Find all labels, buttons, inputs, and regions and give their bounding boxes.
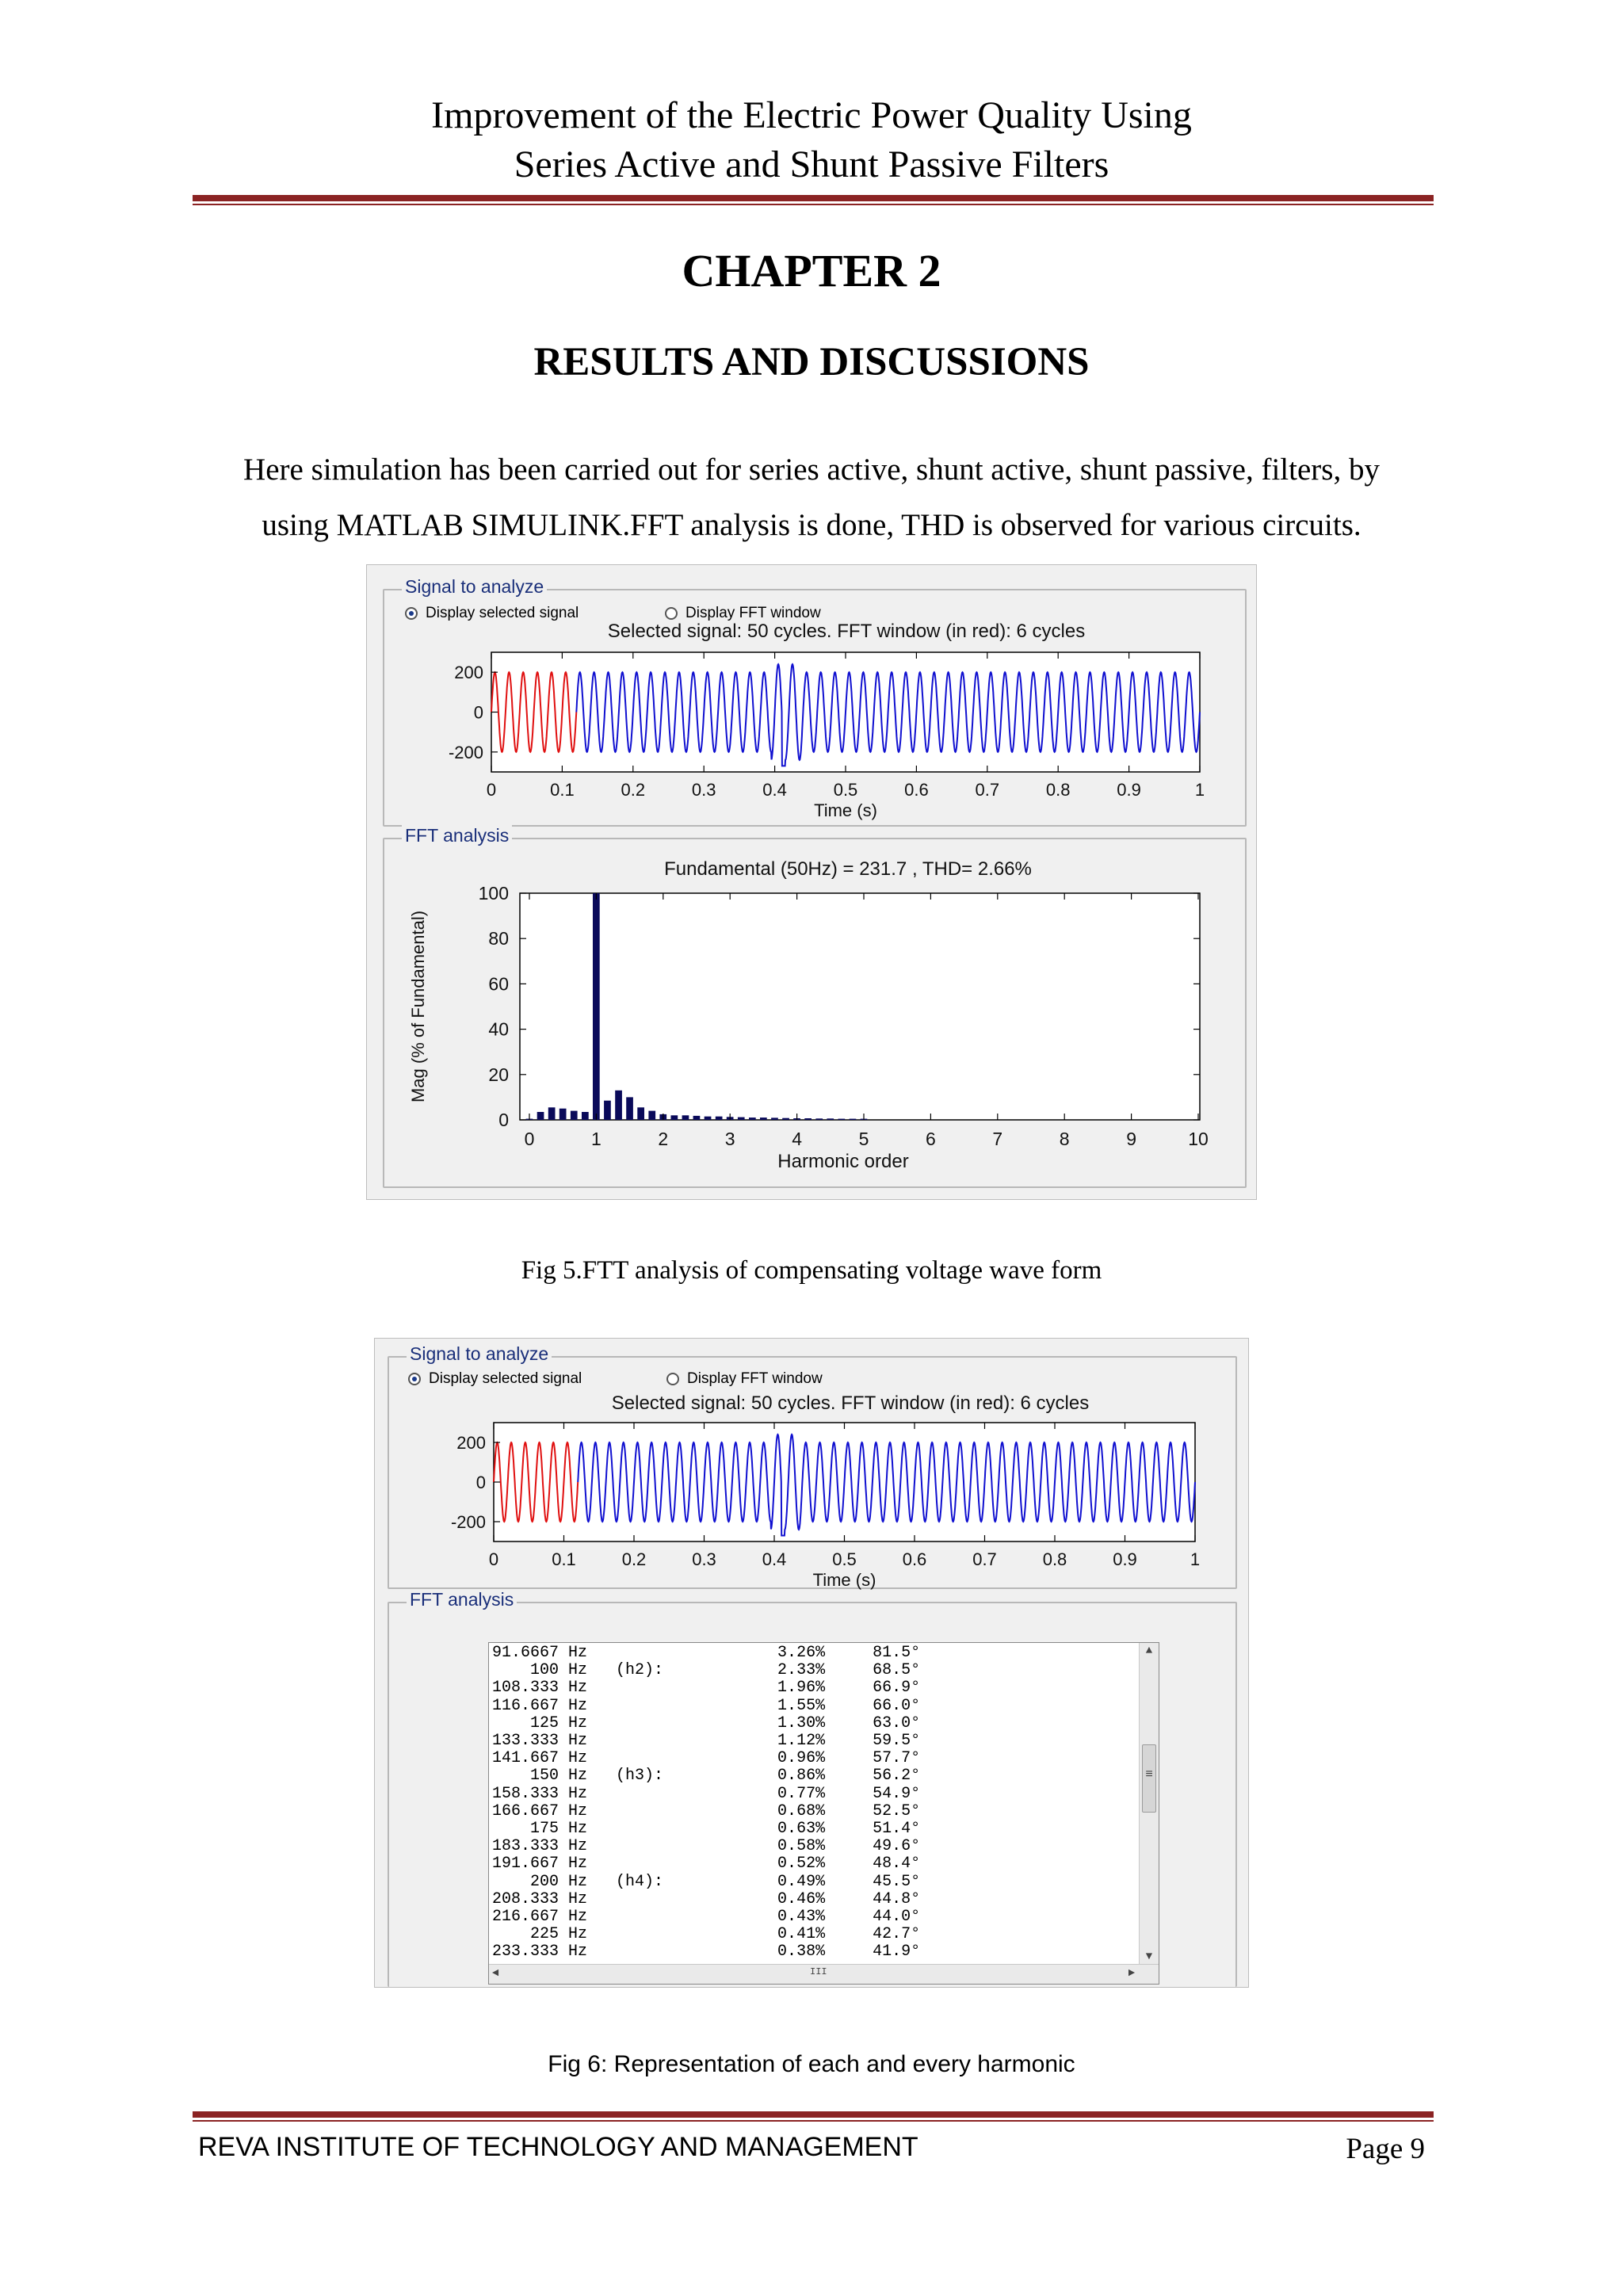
y-tick-label: 60 <box>488 973 509 995</box>
scroll-thumb-grip-icon: ≡ <box>1145 1767 1153 1782</box>
x-tick-label: 3 <box>724 1129 735 1149</box>
y-tick-label: 40 <box>488 1018 509 1040</box>
radio-label: Display selected signal <box>429 1370 582 1387</box>
x-tick-label: 0.3 <box>691 780 716 800</box>
scroll-left-icon[interactable]: ◄ <box>492 1967 499 1980</box>
harmonic-bar <box>615 1091 622 1120</box>
x-tick-label: 5 <box>858 1129 869 1149</box>
x-tick-label: 1 <box>1194 780 1205 800</box>
listbox-row[interactable]: 208.333 Hz 0.46% 44.8° <box>492 1889 921 1908</box>
radio-label: Display FFT window <box>687 1370 823 1387</box>
x-tick-label: 0.5 <box>833 780 858 800</box>
y-tick-label: 200 <box>456 1433 486 1453</box>
chapter-title: CHAPTER 2 <box>682 245 941 296</box>
harmonic-bar <box>671 1115 678 1120</box>
signal-plot-title: Selected signal: 50 cycles. FFT window (in red): 6 cycles <box>611 1392 1090 1414</box>
harmonic-bar <box>559 1109 567 1120</box>
section-title: RESULTS AND DISCUSSIONS <box>533 340 1090 384</box>
vertical-scrollbar[interactable] <box>1139 1643 1159 1965</box>
harmonic-bar-chart <box>367 565 1254 1199</box>
listbox-row[interactable]: 158.333 Hz 0.77% 54.9° <box>492 1784 921 1803</box>
listbox-row[interactable]: 183.333 Hz 0.58% 49.6° <box>492 1837 921 1856</box>
x-tick-label: 7 <box>992 1129 1003 1149</box>
x-tick-label: 0.4 <box>762 780 787 800</box>
x-tick-label: 0.6 <box>904 780 929 800</box>
y-tick-label: 100 <box>478 883 509 904</box>
x-tick-label: 4 <box>792 1129 802 1149</box>
x-tick-label: 0.3 <box>692 1549 716 1569</box>
listbox-row[interactable]: 175 Hz 0.63% 51.4° <box>492 1820 921 1838</box>
x-tick-label: 0.2 <box>621 1549 647 1569</box>
footer-institute: REVA INSTITUTE OF TECHNOLOGY AND MANAGEMENT <box>198 2132 918 2162</box>
harmonic-bar <box>637 1107 644 1120</box>
listbox-row[interactable]: 108.333 Hz 1.96% 66.9° <box>492 1679 921 1698</box>
y-axis-label: Mag (% of Fundamental) <box>408 910 428 1103</box>
footer-rule <box>193 2111 1434 2122</box>
y-tick-label: 200 <box>454 663 483 683</box>
radio-label: Display FFT window <box>685 605 821 621</box>
harmonic-bar <box>693 1116 701 1120</box>
signal-plot <box>375 1339 1247 1592</box>
x-tick-label: 0 <box>524 1129 535 1149</box>
x-tick-label: 0.4 <box>762 1549 787 1569</box>
harmonic-bar <box>760 1117 767 1120</box>
scroll-up-icon[interactable]: ▲ <box>1145 1645 1153 1657</box>
harmonic-bar <box>626 1097 633 1120</box>
y-tick-label: 20 <box>488 1064 509 1085</box>
x-tick-label: 0 <box>488 1549 499 1569</box>
x-tick-label: 0.8 <box>1045 780 1071 800</box>
header-line-1: Improvement of the Electric Power Quality Using <box>431 94 1192 136</box>
fft-group-label: FFT analysis <box>402 825 512 846</box>
harmonic-bar <box>604 1101 611 1120</box>
x-tick-label: 0.7 <box>975 780 1000 800</box>
harmonic-bar <box>582 1112 589 1120</box>
harmonic-bar <box>593 893 600 1120</box>
figure-6-caption: Fig 6: Representation of each and every harmonic <box>548 2051 1075 2077</box>
signal-group-label: Signal to analyze <box>402 576 547 598</box>
harmonic-bar <box>648 1111 655 1120</box>
scroll-thumb[interactable] <box>1142 1744 1156 1813</box>
harmonic-bar <box>571 1111 578 1120</box>
figure-5-window <box>366 564 1257 1200</box>
harmonic-bar <box>682 1115 689 1120</box>
y-tick-label: 0 <box>473 702 483 723</box>
listbox-row[interactable]: 116.667 Hz 1.55% 66.0° <box>492 1696 921 1715</box>
fft-group-label: FFT analysis <box>407 1589 517 1610</box>
harmonic-bar <box>749 1117 756 1120</box>
intro-line-1: Here simulation has been carried out for series active, shunt active, shunt passive, filters, by <box>243 453 1380 487</box>
x-tick-label: 2 <box>658 1129 669 1149</box>
x-tick-label: 0.7 <box>972 1549 997 1569</box>
listbox-row[interactable]: 150 Hz (h3): 0.86% 56.2° <box>492 1767 921 1786</box>
harmonic-bar <box>804 1118 812 1120</box>
x-tick-label: 0 <box>486 780 497 800</box>
y-tick-label: 0 <box>475 1473 486 1492</box>
radio-label: Display selected signal <box>426 605 579 621</box>
scroll-down-icon[interactable]: ▼ <box>1145 1950 1153 1963</box>
scroll-h-grip-icon: III <box>810 1966 827 1977</box>
harmonic-listbox[interactable] <box>488 1642 1159 1985</box>
x-tick-label: 0.2 <box>621 780 646 800</box>
signal-x-axis-label: Time (s) <box>814 800 877 820</box>
x-tick-label: 0.5 <box>832 1549 857 1569</box>
fft-plot-title: Fundamental (50Hz) = 231.7 , THD= 2.66% <box>664 858 1032 880</box>
x-tick-label: 0.8 <box>1042 1549 1067 1569</box>
signal-group-label: Signal to analyze <box>407 1343 552 1365</box>
y-tick-label: -200 <box>448 742 483 762</box>
listbox-row[interactable]: 100 Hz (h2): 2.33% 68.5° <box>492 1661 921 1680</box>
listbox-row[interactable]: 216.667 Hz 0.43% 44.0° <box>492 1908 921 1926</box>
x-tick-label: 6 <box>926 1129 936 1149</box>
signal-x-axis-label: Time (s) <box>812 1570 876 1590</box>
x-tick-label: 10 <box>1188 1129 1209 1149</box>
x-tick-label: 8 <box>1059 1129 1070 1149</box>
listbox-row[interactable]: 191.667 Hz 0.52% 48.4° <box>492 1855 921 1874</box>
y-tick-label: 80 <box>488 928 509 949</box>
listbox-row[interactable]: 133.333 Hz 1.12% 59.5° <box>492 1732 921 1750</box>
intro-line-2: using MATLAB SIMULINK.FFT analysis is done, THD is observed for various circuits. <box>262 508 1361 542</box>
x-axis-label: Harmonic order <box>777 1151 909 1172</box>
x-tick-label: 0.9 <box>1117 780 1141 800</box>
listbox-row[interactable]: 91.6667 Hz 3.26% 81.5° <box>492 1644 921 1662</box>
y-tick-label: -200 <box>450 1512 486 1532</box>
harmonic-bar <box>815 1118 823 1120</box>
figure-6-window <box>374 1338 1249 1988</box>
x-tick-label: 1 <box>1190 1549 1201 1569</box>
harmonic-bar <box>771 1117 778 1120</box>
footer-page-number: Page 9 <box>1346 2133 1425 2165</box>
listbox-row[interactable]: 125 Hz 1.30% 63.0° <box>492 1713 921 1733</box>
x-tick-label: 0.1 <box>552 1549 576 1569</box>
header-line-2: Series Active and Shunt Passive Filters <box>514 143 1109 185</box>
harmonic-bar <box>850 1119 857 1120</box>
harmonic-bar <box>782 1118 789 1120</box>
listbox-row[interactable]: 225 Hz 0.41% 42.7° <box>492 1925 921 1944</box>
harmonic-bar <box>738 1117 745 1120</box>
x-tick-label: 9 <box>1126 1129 1136 1149</box>
listbox-row[interactable]: 233.333 Hz 0.38% 41.9° <box>492 1943 921 1962</box>
harmonic-bar <box>838 1119 846 1120</box>
header-rule <box>193 195 1434 205</box>
listbox-row[interactable]: 166.667 Hz 0.68% 52.5° <box>492 1801 921 1820</box>
harmonic-bar <box>827 1118 834 1120</box>
x-tick-label: 0.1 <box>550 780 575 800</box>
x-tick-label: 0.6 <box>902 1549 927 1569</box>
harmonic-bar <box>705 1117 712 1120</box>
y-tick-label: 0 <box>498 1110 509 1130</box>
figure-5-caption: Fig 5.FTT analysis of compensating voltage wave form <box>521 1256 1102 1285</box>
listbox-row[interactable]: 141.667 Hz 0.96% 57.7° <box>492 1749 921 1768</box>
listbox-row[interactable]: 200 Hz (h4): 0.49% 45.5° <box>492 1872 921 1891</box>
x-tick-label: 0.9 <box>1113 1549 1137 1569</box>
x-tick-label: 1 <box>591 1129 601 1149</box>
scroll-right-icon[interactable]: ► <box>1128 1967 1135 1980</box>
fft-axes <box>520 893 1200 1120</box>
harmonic-bar <box>537 1112 544 1120</box>
signal-plot-title: Selected signal: 50 cycles. FFT window (in red): 6 cycles <box>607 621 1086 642</box>
harmonic-bar <box>548 1107 556 1120</box>
horizontal-scrollbar[interactable] <box>489 1964 1159 1984</box>
harmonic-bar <box>716 1117 723 1120</box>
